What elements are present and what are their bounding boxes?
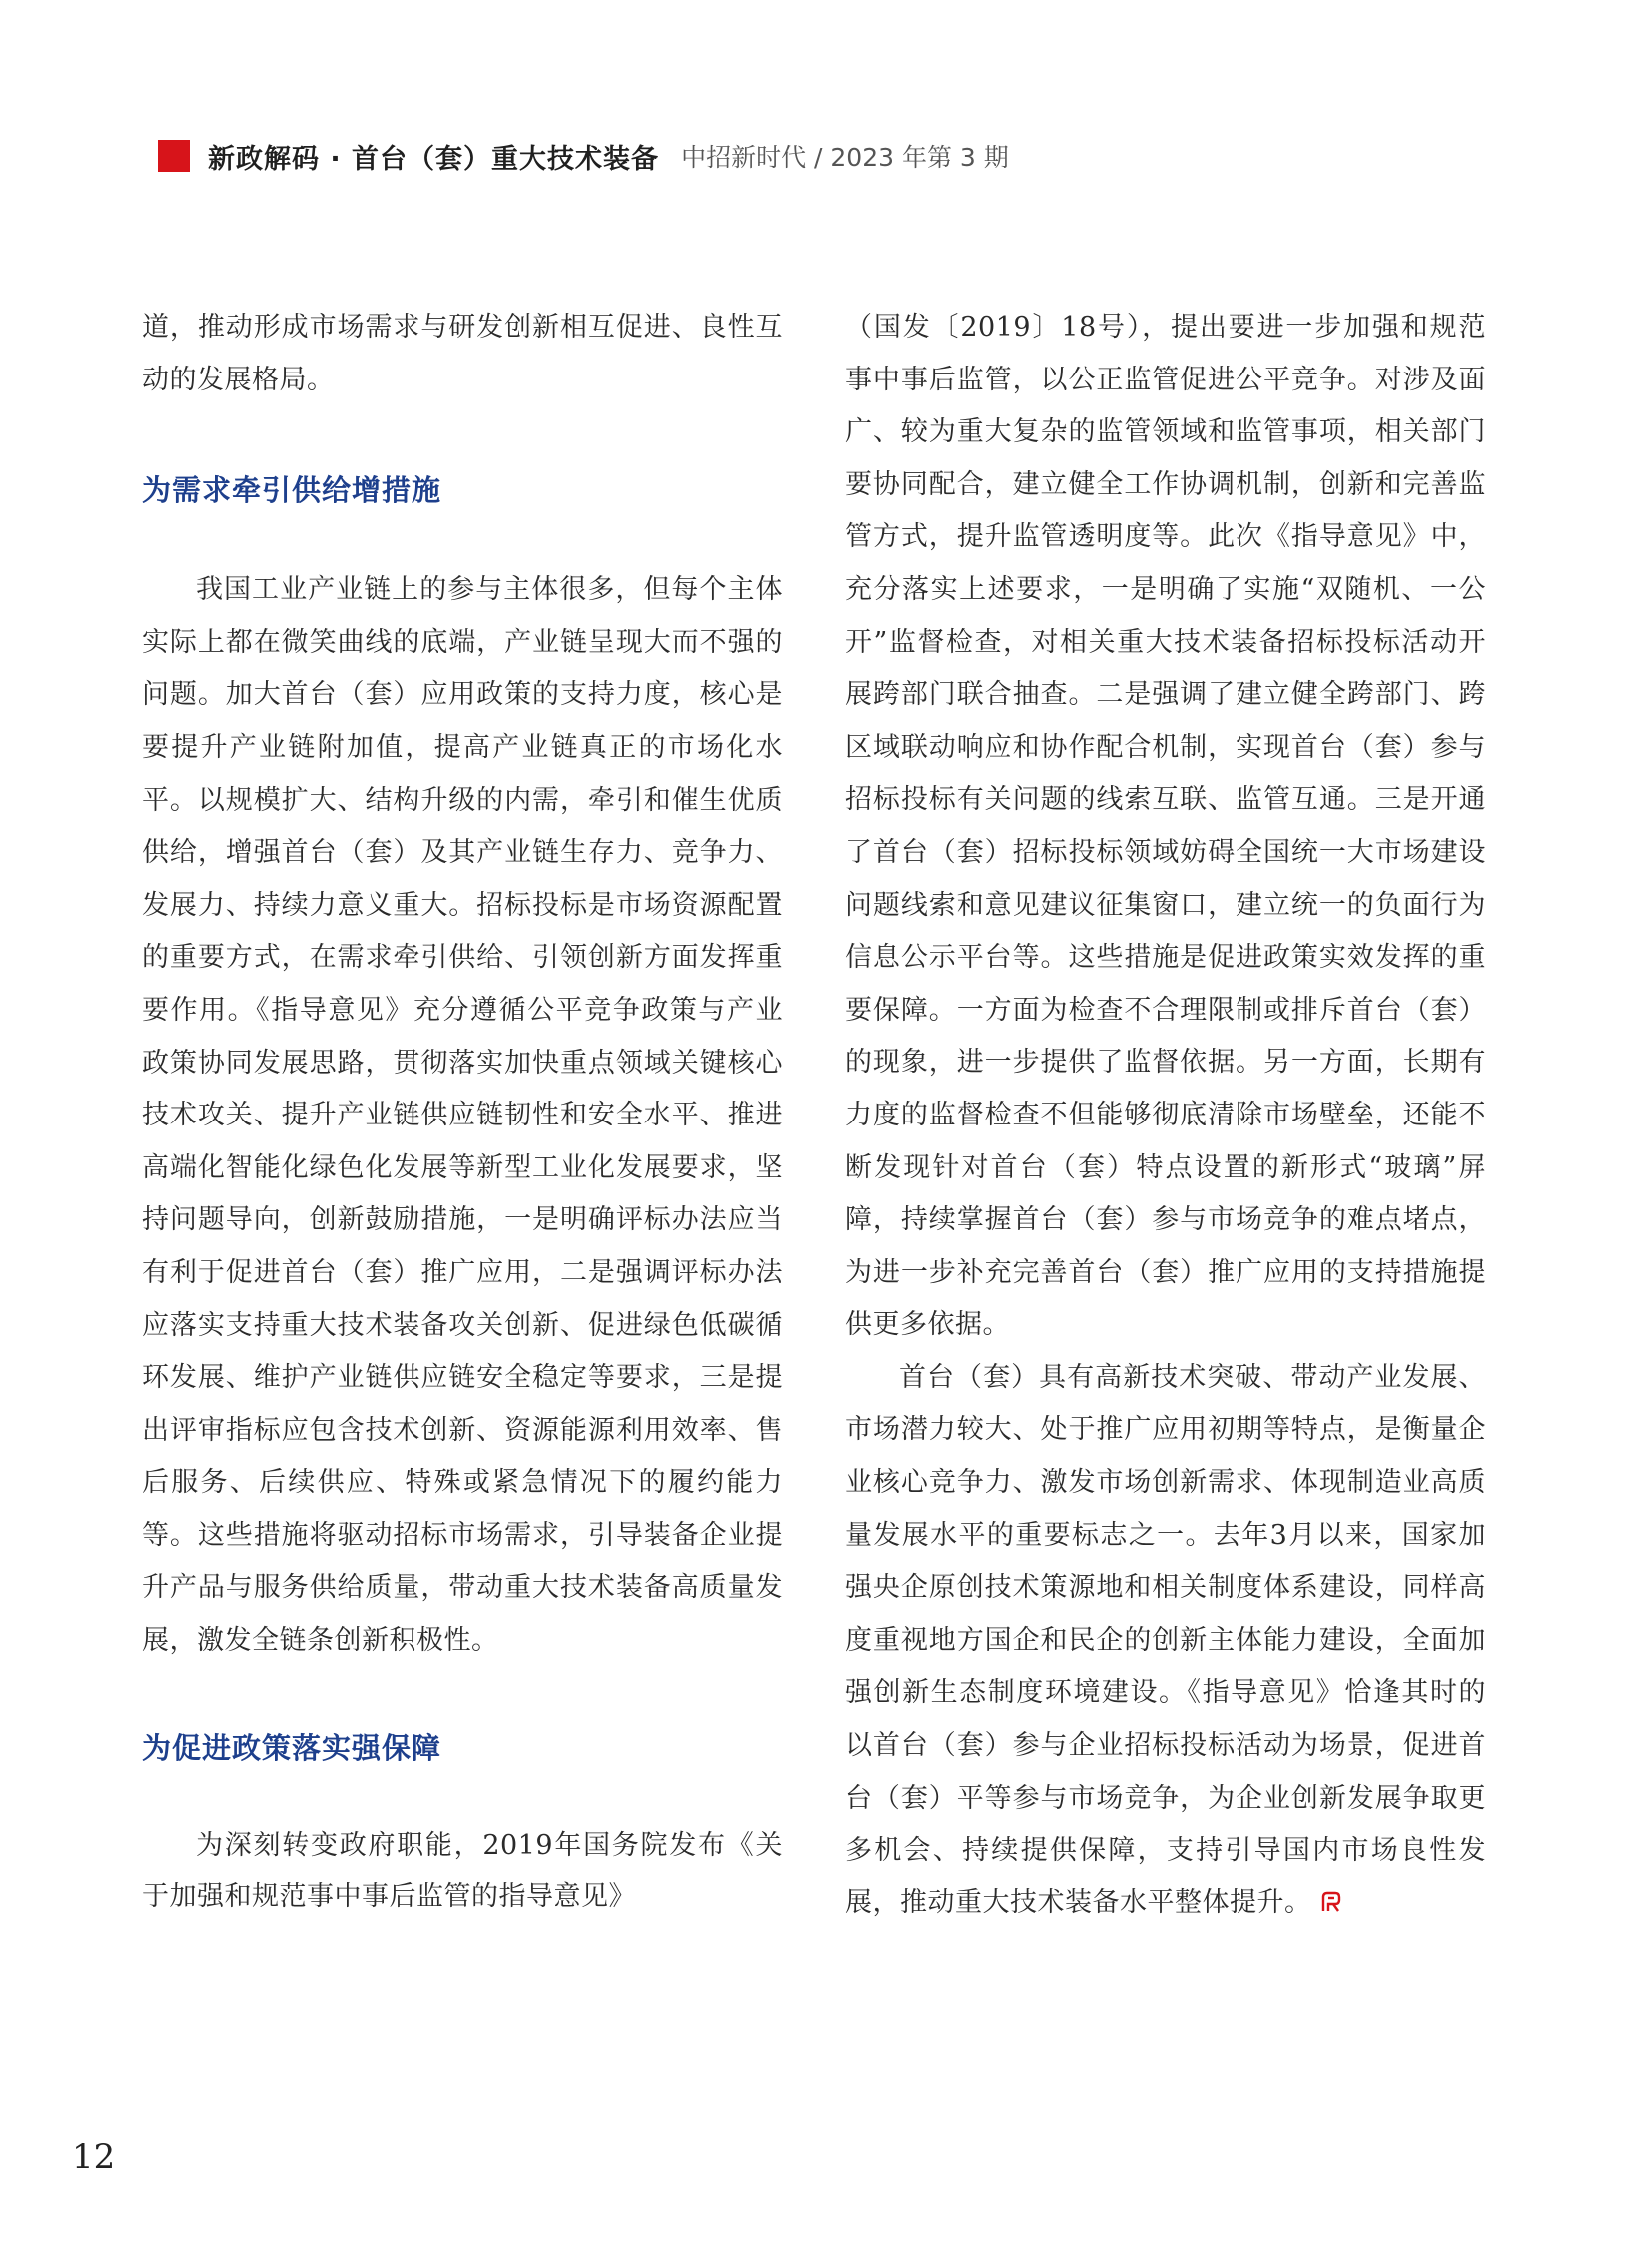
publication-logo-icon <box>1320 1891 1342 1913</box>
paragraph-conclusion-text: 首台（套）具有高新技术突破、带动产业发展、市场潜力较大、处于推广应用初期等特点，是衡量企业核心竞争力、激发市场创新需求、体现制造业高质量发展水平的重要标志之一。去年3月以来，国家加强央企原创技术策源地和相关制度体系建设，同样高度重视地方国企和民企的创新主体能力建设，全面加强创新生态制度环境建设。《指导意见》恰逢其时的以首台（套）参与企业招标投标活动为场景，促进首台（套）平等参与市场竞争，为企业创新发展争取更多机会、持续提供保障，支持引导国内市场良性发展，推动重大技术装备水平整体提升。 <box>845 1361 1486 1918</box>
left-column <box>142 302 783 1924</box>
section-title: 新政解码 · 首台（套）重大技术装备 <box>208 143 660 175</box>
page-header <box>158 136 1009 176</box>
page-number: 12 <box>72 2137 116 2177</box>
section-heading-demand: 为需求牵引供给增措施 <box>142 473 442 508</box>
paragraph-policy-intro: 为深刻转变政府职能，2019年国务院发布《关于加强和规范事中事后监管的指导意见》 <box>142 1829 783 1913</box>
red-square-icon <box>158 140 190 172</box>
right-column <box>845 302 1486 1929</box>
paragraph-conclusion <box>845 1352 1486 1930</box>
paragraph-demand: 我国工业产业链上的参与主体很多，但每个主体实际上都在微笑曲线的底端，产业链呈现大而不强的问题。加大首台（套）应用政策的支持力度，核心是要提升产业链附加值，提高产业链真正的市场化水平。以规模扩大、结构升级的内需，牵引和催生优质供给，增强首台（套）及其产业链生存力、竞争力、发展力、持续力意义重大。招标投标是市场资源配置的重要方式，在需求牵引供给、引领创新方面发挥重要作用。《指导意见》充分遵循公平竞争政策与产业政策协同发展思路，贯彻落实加快重点领域关键核心技术攻关、提升产业链供应链韧性和安全水平、推进高端化智能化绿色化发展等新型工业化发展要求，坚持问题导向，创新鼓励措施，一是明确评标办法应当有利于促进首台（套）推广应用，二是强调评标办法应落实支持重大技术装备攻关创新、促进绿色低碳循环发展、维护产业链供应链安全稳定等要求，三是提出评审指标应包含技术创新、资源能源利用效率、售后服务、后续供应、特殊或紧急情况下的履约能力等。这些措施将驱动招标市场需求，引导装备企业提升产品与服务供给质量，带动重大技术装备高质量发展，激发全链条创新积极性。 <box>142 574 783 1657</box>
section-heading-policy: 为促进政策落实强保障 <box>142 1730 442 1765</box>
paragraph-supervision: （国发〔2019〕18号），提出要进一步加强和规范事中事后监管，以公正监管促进公平竞争。对涉及面广、较为重大复杂的监管领域和监管事项，相关部门要协同配合，建立健全工作协调机制，创新和完善监管方式，提升监管透明度等。此次《指导意见》中，充分落实上述要求，一是明确了实施“双随机、一公开”监督检查，对相关重大技术装备招标投标活动开展跨部门联合抽查。二是强调了建立健全跨部门、跨区域联动响应和协作配合机制，实现首台（套）参与招标投标有关问题的线索互联、监管互通。三是开通了首台（套）招标投标领域妨碍全国统一大市场建设问题线索和意见建议征集窗口，建立统一的负面行为信息公示平台等。这些措施是促进政策实效发挥的重要保障。一方面为检查不合理限制或排斥首台（套）的现象，进一步提供了监督依据。另一方面，长期有力度的监督检查不但能够彻底清除市场壁垒，还能不断发现针对首台（套）特点设置的新形式“玻璃”屏障，持续掌握首台（套）参与市场竞争的难点堵点，为进一步补充完善首台（套）推广应用的支持措施提供更多依据。 <box>845 312 1486 1341</box>
issue-label: 中招新时代 / 2023 年第 3 期 <box>681 143 1009 172</box>
paragraph-continued: 道，推动形成市场需求与研发创新相互促进、良性互动的发展格局。 <box>142 312 783 395</box>
